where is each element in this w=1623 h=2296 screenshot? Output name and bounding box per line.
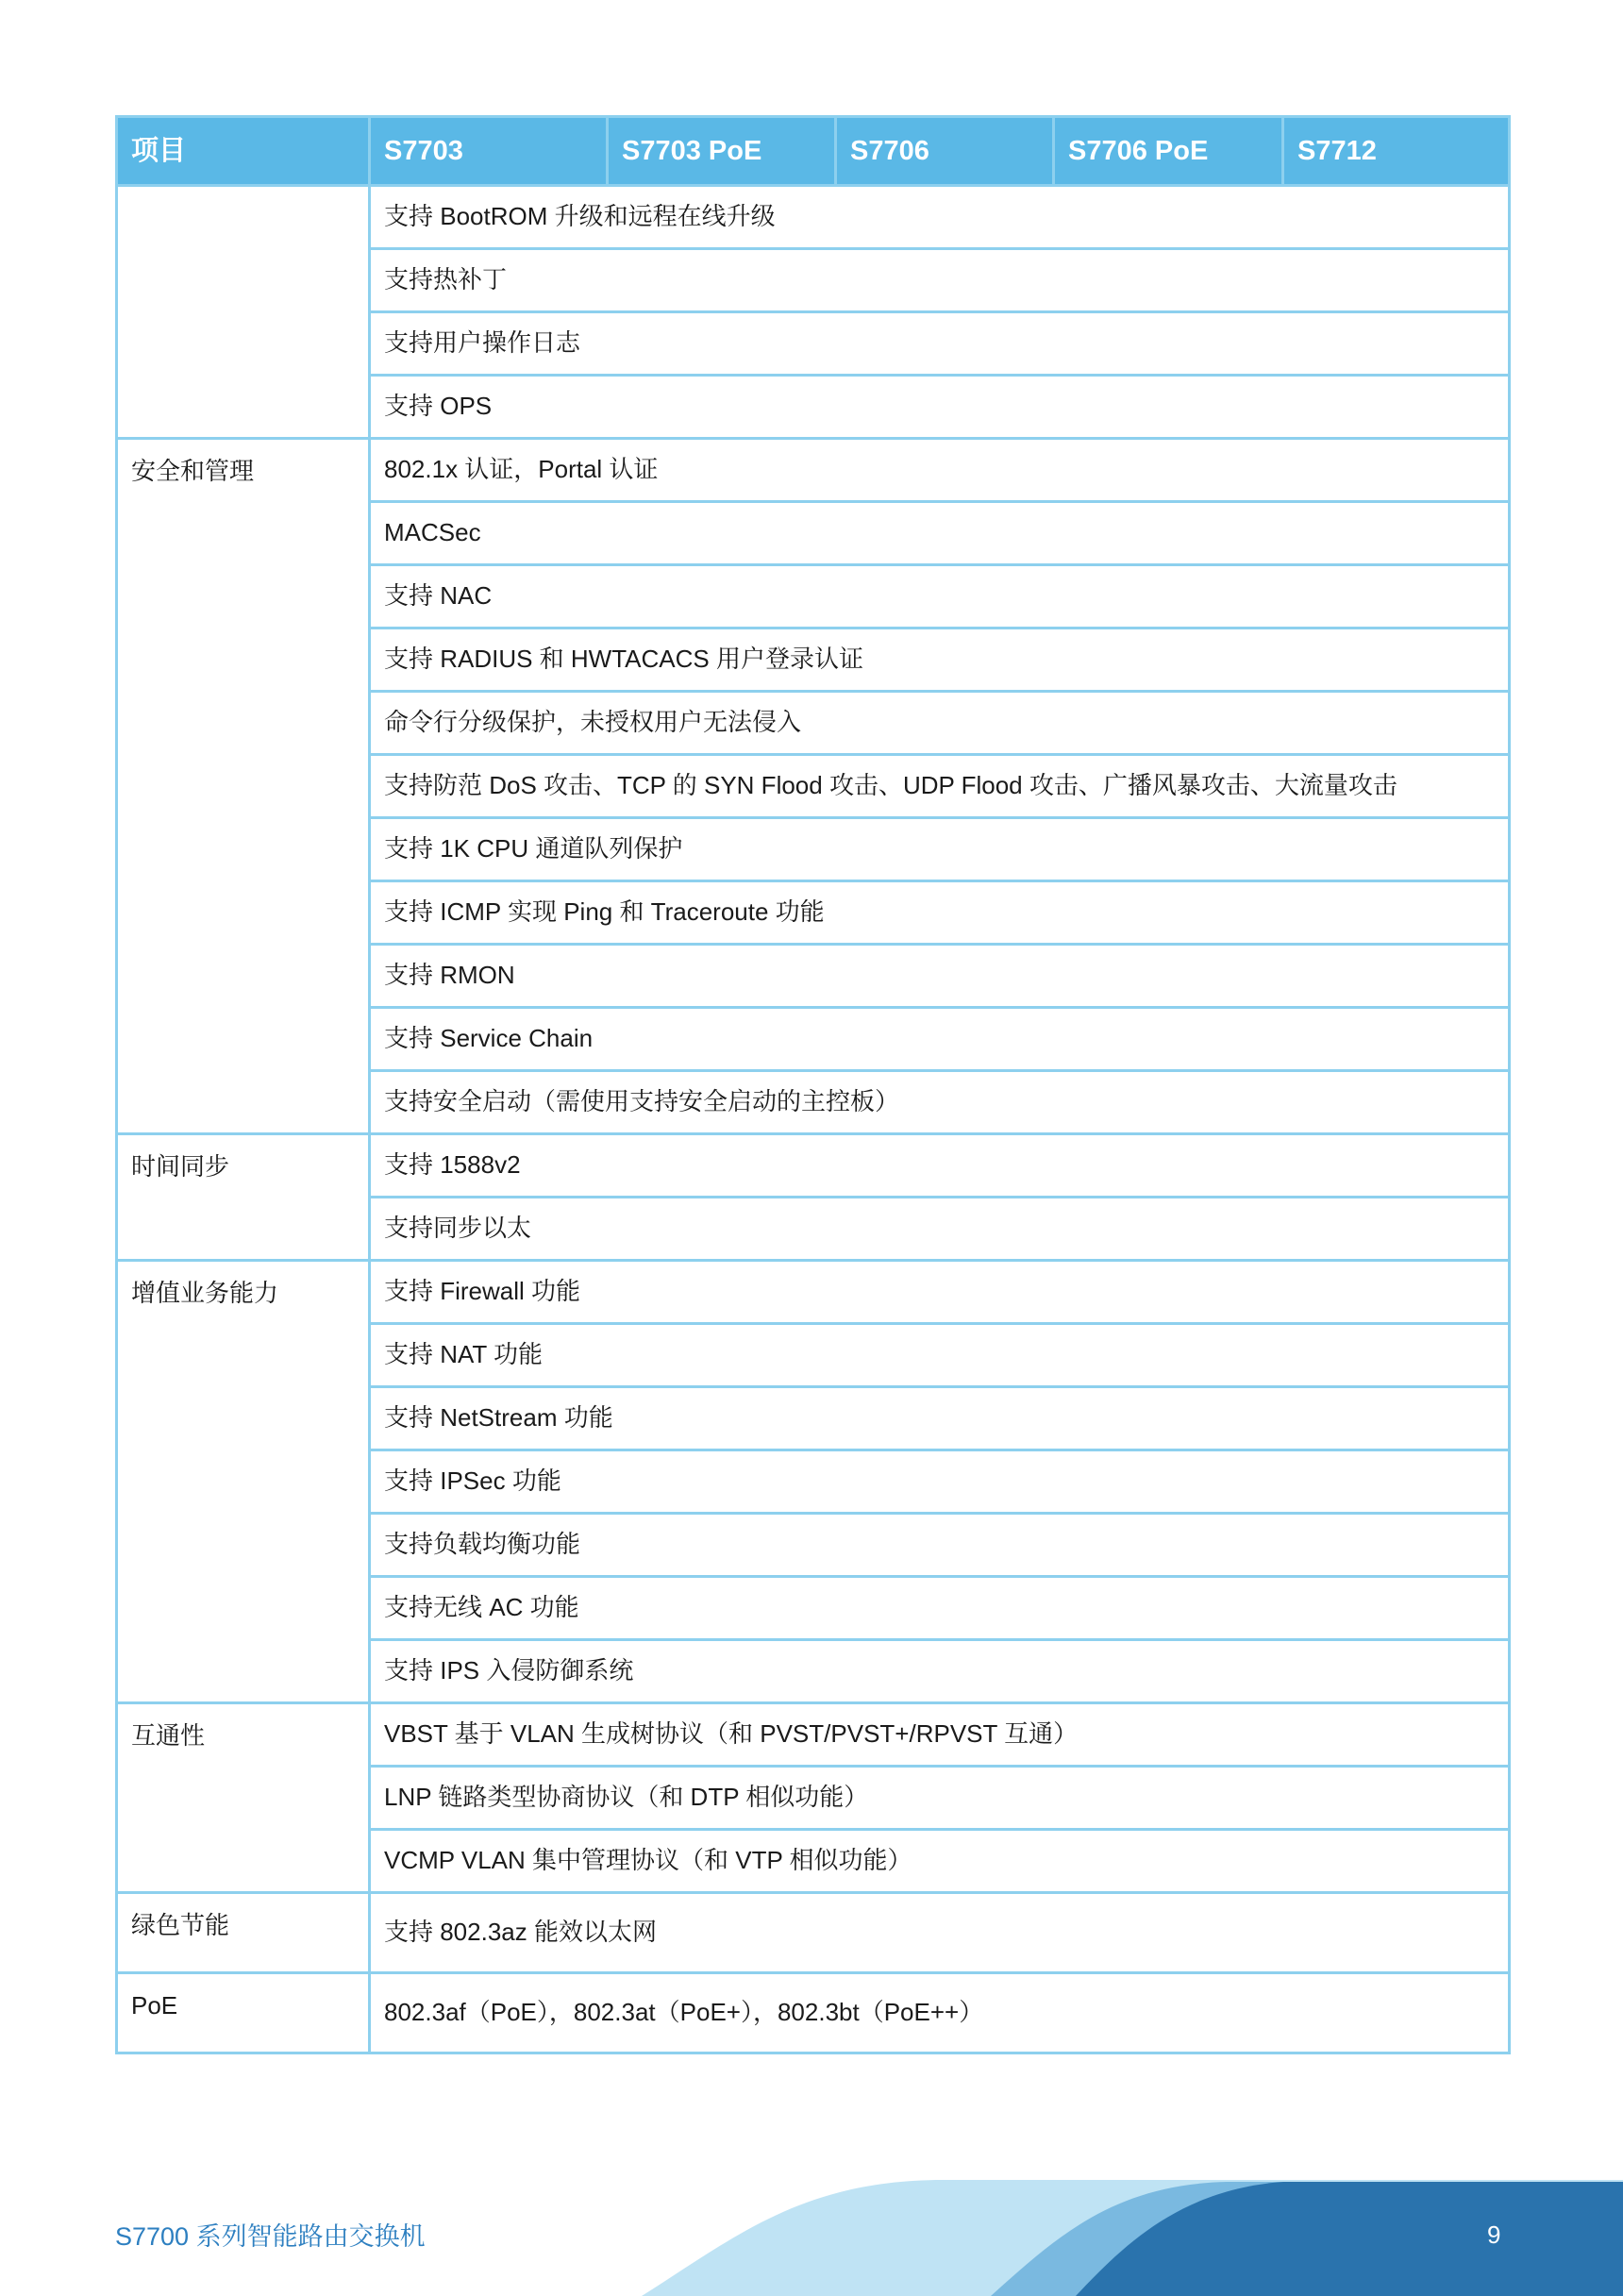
category-cell: 时间同步 <box>117 1134 370 1261</box>
feature-cell: 802.1x 认证，Portal 认证 <box>370 439 1510 502</box>
table-row <box>117 1973 1510 2053</box>
feature-cell: VBST 基于 VLAN 生成树协议（和 PVST/PVST+/RPVST 互通） <box>370 1703 1510 1767</box>
feature-cell: 支持 NAC <box>370 565 1510 628</box>
feature-cell: 支持无线 AC 功能 <box>370 1577 1510 1640</box>
feature-cell: 支持 NAT 功能 <box>370 1324 1510 1387</box>
feature-cell: 支持 BootROM 升级和远程在线升级 <box>370 186 1510 249</box>
feature-cell: 支持热补丁 <box>370 249 1510 312</box>
table-header-row <box>117 117 1510 186</box>
feature-cell: LNP 链路类型协商协议（和 DTP 相似功能） <box>370 1767 1510 1830</box>
feature-cell: 支持负载均衡功能 <box>370 1514 1510 1577</box>
category-cell: PoE <box>117 1973 370 2053</box>
feature-cell: 802.3af（PoE），802.3at（PoE+），802.3bt（PoE++） <box>370 1973 1510 2053</box>
feature-cell: 支持用户操作日志 <box>370 312 1510 376</box>
category-cell: 增值业务能力 <box>117 1261 370 1703</box>
feature-cell: 支持 1588v2 <box>370 1134 1510 1198</box>
feature-cell: 支持 Service Chain <box>370 1008 1510 1071</box>
spec-table <box>115 115 1511 2054</box>
feature-cell: 支持 IPSec 功能 <box>370 1450 1510 1514</box>
category-cell: 安全和管理 <box>117 439 370 1134</box>
table-row <box>117 1134 1510 1198</box>
feature-cell: 支持 NetStream 功能 <box>370 1387 1510 1450</box>
feature-cell: MACSec <box>370 502 1510 565</box>
feature-cell: 支持安全启动（需使用支持安全启动的主控板） <box>370 1071 1510 1134</box>
header-item: 项目 <box>117 117 370 186</box>
table-body <box>117 186 1510 2053</box>
feature-cell: 命令行分级保护，未授权用户无法侵入 <box>370 692 1510 755</box>
feature-cell: 支持 RADIUS 和 HWTACACS 用户登录认证 <box>370 628 1510 692</box>
feature-cell: 支持 Firewall 功能 <box>370 1261 1510 1324</box>
table-row <box>117 439 1510 502</box>
feature-cell: 支持 1K CPU 通道队列保护 <box>370 818 1510 881</box>
category-cell <box>117 186 370 439</box>
table-row <box>117 1703 1510 1767</box>
header-s7712: S7712 <box>1283 117 1510 186</box>
category-cell: 绿色节能 <box>117 1893 370 1973</box>
header-s7706: S7706 <box>836 117 1054 186</box>
feature-cell: VCMP VLAN 集中管理协议（和 VTP 相似功能） <box>370 1830 1510 1893</box>
table-row <box>117 1893 1510 1973</box>
feature-cell: 支持 ICMP 实现 Ping 和 Traceroute 功能 <box>370 881 1510 945</box>
feature-cell: 支持 OPS <box>370 376 1510 439</box>
page-number: 9 <box>1487 2221 1501 2249</box>
header-s7703: S7703 <box>370 117 608 186</box>
table-row <box>117 1261 1510 1324</box>
header-s7703-poe: S7703 PoE <box>608 117 836 186</box>
feature-cell: 支持 IPS 入侵防御系统 <box>370 1640 1510 1703</box>
feature-cell: 支持 802.3az 能效以太网 <box>370 1893 1510 1973</box>
table-row <box>117 186 1510 249</box>
category-cell: 互通性 <box>117 1703 370 1893</box>
feature-cell: 支持防范 DoS 攻击、TCP 的 SYN Flood 攻击、UDP Flood 攻击、广播风暴攻击、大流量攻击 <box>370 755 1510 818</box>
footer-product-title: S7700 系列智能路由交换机 <box>115 2222 426 2251</box>
feature-cell: 支持 RMON <box>370 945 1510 1008</box>
feature-cell: 支持同步以太 <box>370 1198 1510 1261</box>
header-s7706-poe: S7706 PoE <box>1054 117 1283 186</box>
